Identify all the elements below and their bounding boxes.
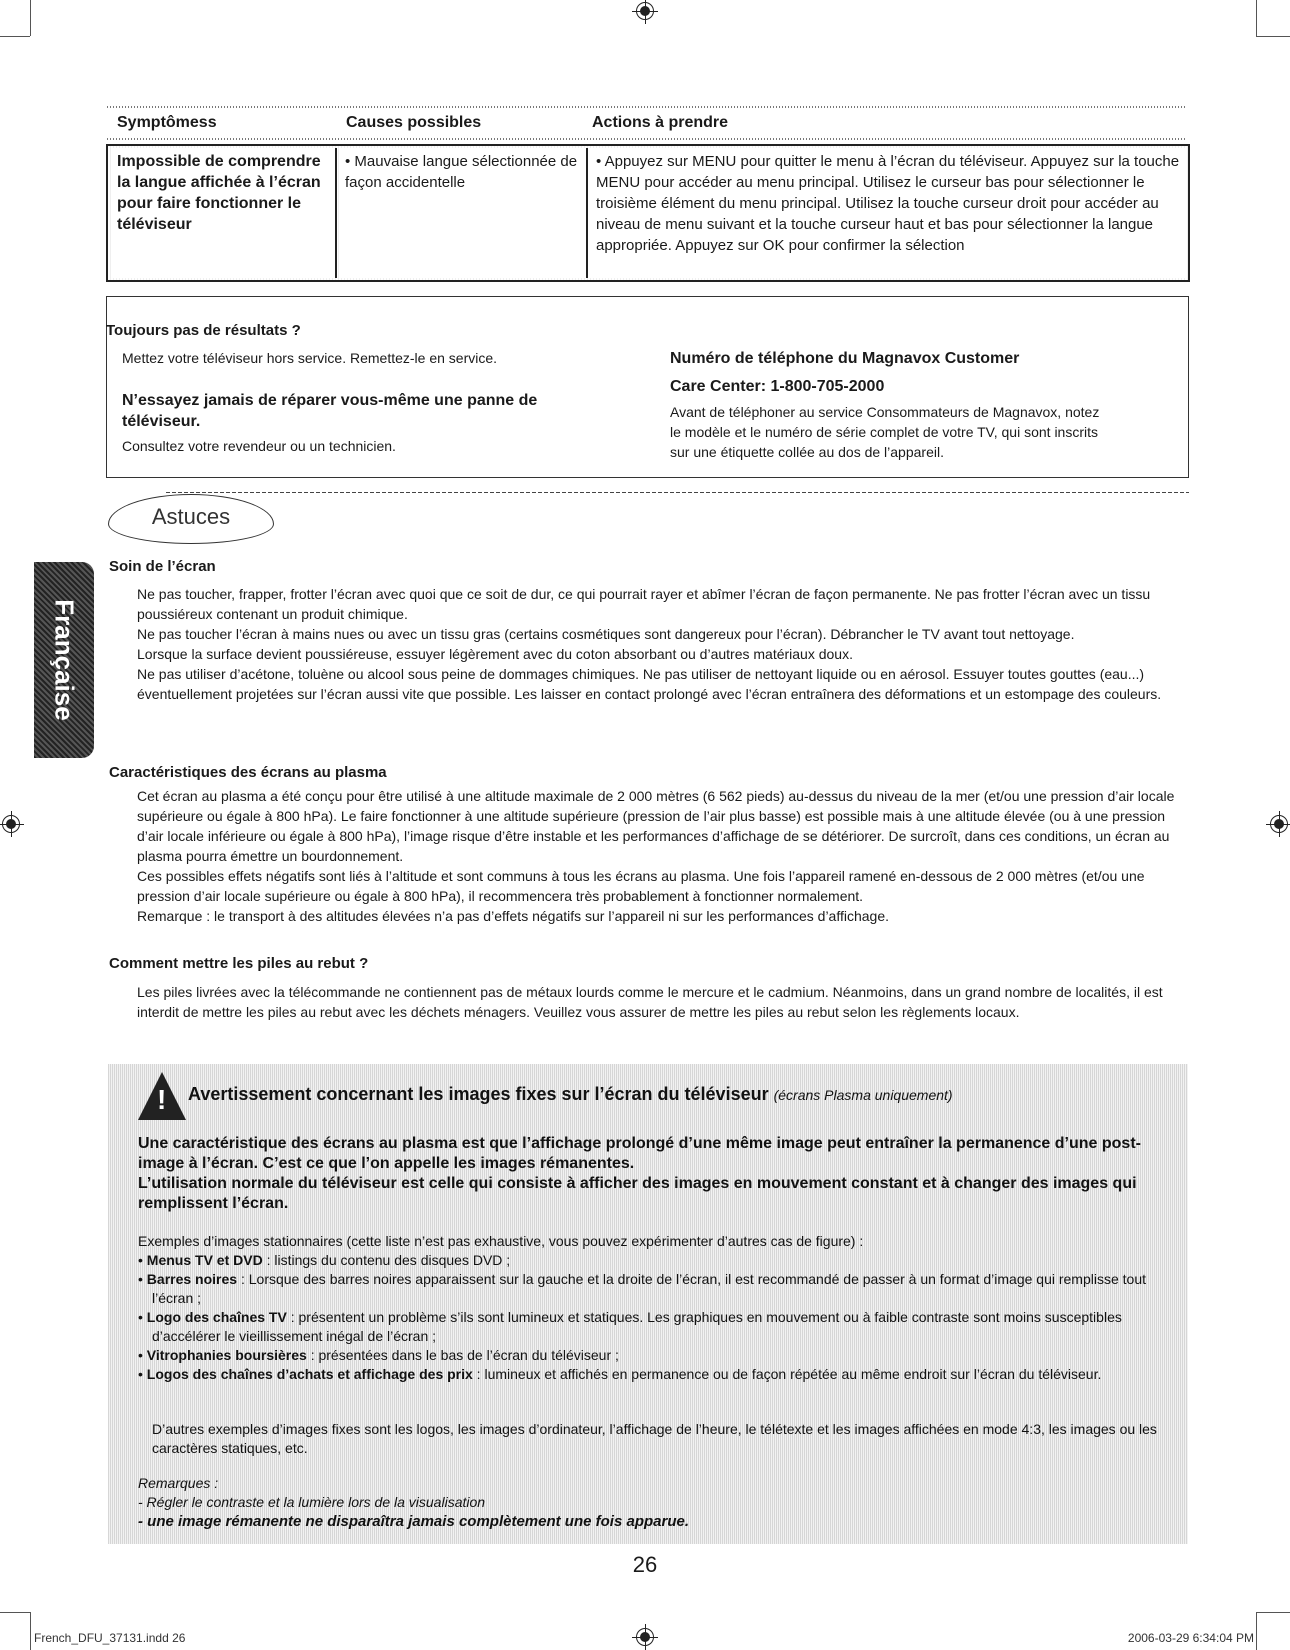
trim-mark [1256,36,1290,37]
paragraph: Ne pas toucher l’écran à mains nues ou avec un tissu gras (certains cosmétiques sont dangereux pour l’écran). Débrancher le TV avant tout nettoyage. [137,626,1075,642]
still-image-warning-box [108,1064,1188,1544]
trim-mark [0,1612,30,1613]
list-item: • Vitrophanies boursières : présentées dans le bas de l’écran du téléviseur ; [138,1347,619,1363]
column-divider [335,148,337,278]
item-text: : listings du contenu des disques DVD ; [262,1252,511,1268]
header-actions: Actions à prendre [592,114,729,131]
trim-mark [1256,1612,1290,1613]
footer-file: French_DFU_37131.indd 26 [34,1631,186,1645]
astuces-rule [166,492,1189,493]
item-text: : lumineux et affichés en permanence ou de façon répétée au même endroit sur l’écran du téléviseur. [472,1366,1102,1382]
header-causes: Causes possibles [346,114,482,131]
item-text: : Lorsque des barres noires apparaissent sur la gauche et la droite de l’écran, il est recommandé de passer à un format d’image qui remplisse tout l’écran ; [152,1271,1147,1306]
list-item: • Logos des chaînes d’achats et affichage des prix : lumineux et affichés en permanence ou de façon répétée au même endroit sur l’écran du téléviseur. [138,1366,1102,1382]
trim-mark [0,36,30,37]
phone-number: Care Center: 1-800-705-2000 [670,378,885,395]
item-term: Vitrophanies boursières [146,1347,307,1363]
registration-mark-icon [2,815,20,833]
paragraph: Ne pas utiliser d’acétone, toluène ou alcool sous peine de dommages chimiques. Ne pas utiliser de nettoyant liquide ou en aérosol. Essuyer toutes gouttes (eau...) éventuellement projetées sur l’écran aussi vite que possible. Les laisser en contact prolongé avec l’écran entraînera des déformations et un estompage des couleurs. [137,666,1162,702]
never-repair-warning: N’essayez jamais de réparer vous-même une panne de téléviseur. [122,392,538,430]
language-tab-label: Française [49,599,80,721]
table-top-rule [107,106,1187,108]
cause-cell: • Mauvaise langue sélectionnée de façon accidentelle [339,148,585,278]
other-examples: D’autres exemples d’images fixes sont les logos, les images d’ordinateur, l’affichage de l’heure, le télétexte et les images affichées en mode 4:3, les images ou les caractères statiques, etc. [152,1421,1157,1456]
phone-instructions: Avant de téléphoner au service Consommateurs de Magnavox, notez le modèle et le numéro de série complet de votre TV, qui sont inscrits sur une étiquette collée au dos de l’appareil. [670,404,1100,460]
remark-1: - Régler le contraste et la lumière lors de la visualisation [138,1494,486,1510]
examples-list [138,1251,1168,1384]
column-divider [586,148,588,278]
warning-title-note: (écrans Plasma uniquement) [773,1087,953,1103]
phone-title: Numéro de téléphone du Magnavox Customer [670,350,1020,367]
warning-bold-2: L’utilisation normale du téléviseur est celle qui consiste à afficher des images en mouvement constant et à changer des images qui remplissent l’écran. [138,1175,1137,1212]
item-term: Logos des chaînes d’achats et affichage des prix [146,1366,473,1382]
remarks-title: Remarques : [138,1475,219,1491]
item-term: Barres noires [146,1271,238,1287]
screen-care-heading: Soin de l’écran [109,558,216,575]
still-no-results-heading: Toujours pas de résultats ? [106,322,301,339]
screen-care-body [137,584,1187,704]
trim-mark [30,0,31,36]
trim-mark [1256,1612,1257,1650]
list-item: • Barres noires : Lorsque des barres noires apparaissent sur la gauche et la droite de l’écran, il est recommandé de passer à un format d’image qui remplisse tout l’écran ; [138,1271,1147,1306]
warning-title-text: Avertissement concernant les images fixes sur l’écran du téléviseur [188,1084,769,1104]
footer-date: 2006-03-29 6:34:04 PM [1127,1631,1254,1645]
list-item: • Menus TV et DVD : listings du contenu des disques DVD ; [138,1252,511,1268]
remark-2: - une image rémanente ne disparaîtra jamais complètement une fois apparue. [138,1513,690,1530]
trim-mark [1256,0,1257,36]
warning-title [188,1084,953,1105]
consult-text: Consultez votre revendeur ou un technicien. [122,438,396,454]
warning-bold-1: Une caractéristique des écrans au plasma est que l’affichage prolongé d’une même image peut entraîner la permanence d’une post-image à l’écran. C’est ce que l’on appelle les images rémanentes. [138,1135,1141,1172]
examples-intro: Exemples d’images stationnaires (cette liste n’est pas exhaustive, vous pouvez expérimenter d’autres cas de figure) : [138,1233,864,1249]
paragraph: Ces possibles effets négatifs sont liés à l’altitude et sont communs à tous les écrans au plasma. Une fois l’appareil ramené en-dessous de 2 000 mètres (et/ou une pression d’air locale supérieure ou égale à 800 hPa), il recommencera très probablement à fonctionner normalement. [137,868,1145,904]
item-text: : présentées dans le bas de l’écran du téléviseur ; [306,1347,619,1363]
item-term: Logo des chaînes TV [146,1309,287,1325]
list-item: • Logo des chaînes TV : présentent un problème s’ils sont lumineux et statiques. Les graphiques en mouvement ou à faible contraste sont moins susceptibles d’accélérer le vieillissement inégal de l’écran ; [138,1309,1122,1344]
paragraph: Lorsque la surface devient poussiéreuse, essuyer légèrement avec du coton absorbant ou d’autres matériaux doux. [137,646,853,662]
language-tab [34,562,94,758]
registration-mark-icon [1270,815,1288,833]
paragraph: Remarque : le transport à des altitudes élevées n’a pas d’effets négatifs sur l’appareil ni sur les performances d’affichage. [137,908,890,924]
table-header-rule [107,138,1187,140]
item-text: : présentent un problème s’ils sont lumineux et statiques. Les graphiques en mouvement ou à faible contraste sont moins susceptibles d’accélérer le vieillissement inégal de l’écran ; [152,1309,1122,1344]
paragraph: Ne pas toucher, frapper, frotter l’écran avec quoi que ce soit de dur, ce qui pourrait rayer et abîmer l’écran de façon permanente. Ne pas frotter l’écran avec un tissu poussiéreux contenant un produit chimique. [137,586,1151,622]
page-number: 26 [632,1552,658,1577]
reset-text: Mettez votre téléviseur hors service. Remettez-le en service. [122,350,498,366]
plasma-body [137,786,1187,926]
header-symptoms: Symptômess [117,114,217,131]
paragraph: Cet écran au plasma a été conçu pour être utilisé à une altitude maximale de 2 000 mètres (6 562 pieds) au-dessus du niveau de la mer (et/ou une pression d’air locale supérieure ou égale à 800 hPa). Le faire fonctionner à une altitude supérieure (pression de l’air plus basse) est possible mais à une altitude élevée (ou à une pression d’air locale inférieure ou égale à 800 hPa), l’image risque d’être instable et les performances d’affichage de se détériorer. De surcroît, dans ces conditions, un écran au plasma pourra émettre un bourdonnement. [137,788,1175,864]
symptom-table-row [106,144,1190,282]
registration-mark-icon [636,2,654,20]
registration-mark-icon [636,1628,654,1646]
astuces-label: Astuces [108,494,274,544]
action-cell: • Appuyez sur MENU pour quitter le menu à l’écran du téléviseur. Appuyez sur la touche MENU pour accéder au menu principal. Utilisez le curseur bas pour sélectionner le troisième élément du menu principal. Utilisez la touche curseur droit pour accéder au niveau de menu suivant et la touche curseur haut et bas pour sélectionner la langue appropriée. Appuyez sur OK pour confirmer la sélection [590,148,1186,278]
plasma-heading: Caractéristiques des écrans au plasma [109,764,387,781]
warning-icon [138,1072,186,1120]
trim-mark [30,1612,31,1650]
batteries-body: Les piles livrées avec la télécommande ne contiennent pas de métaux lourds comme le mercure et le cadmium. Néanmoins, dans un grand nombre de localités, il est interdit de mettre les piles au rebut avec les déchets ménagers. Veuillez vous assurer de mettre les piles au rebut selon les règlements locaux. [137,984,1163,1020]
batteries-heading: Comment mettre les piles au rebut ? [109,955,369,972]
symptom-cell: Impossible de comprendre la langue affichée à l’écran pour faire fonctionner le téléviseur [111,148,334,278]
item-term: Menus TV et DVD [146,1252,263,1268]
